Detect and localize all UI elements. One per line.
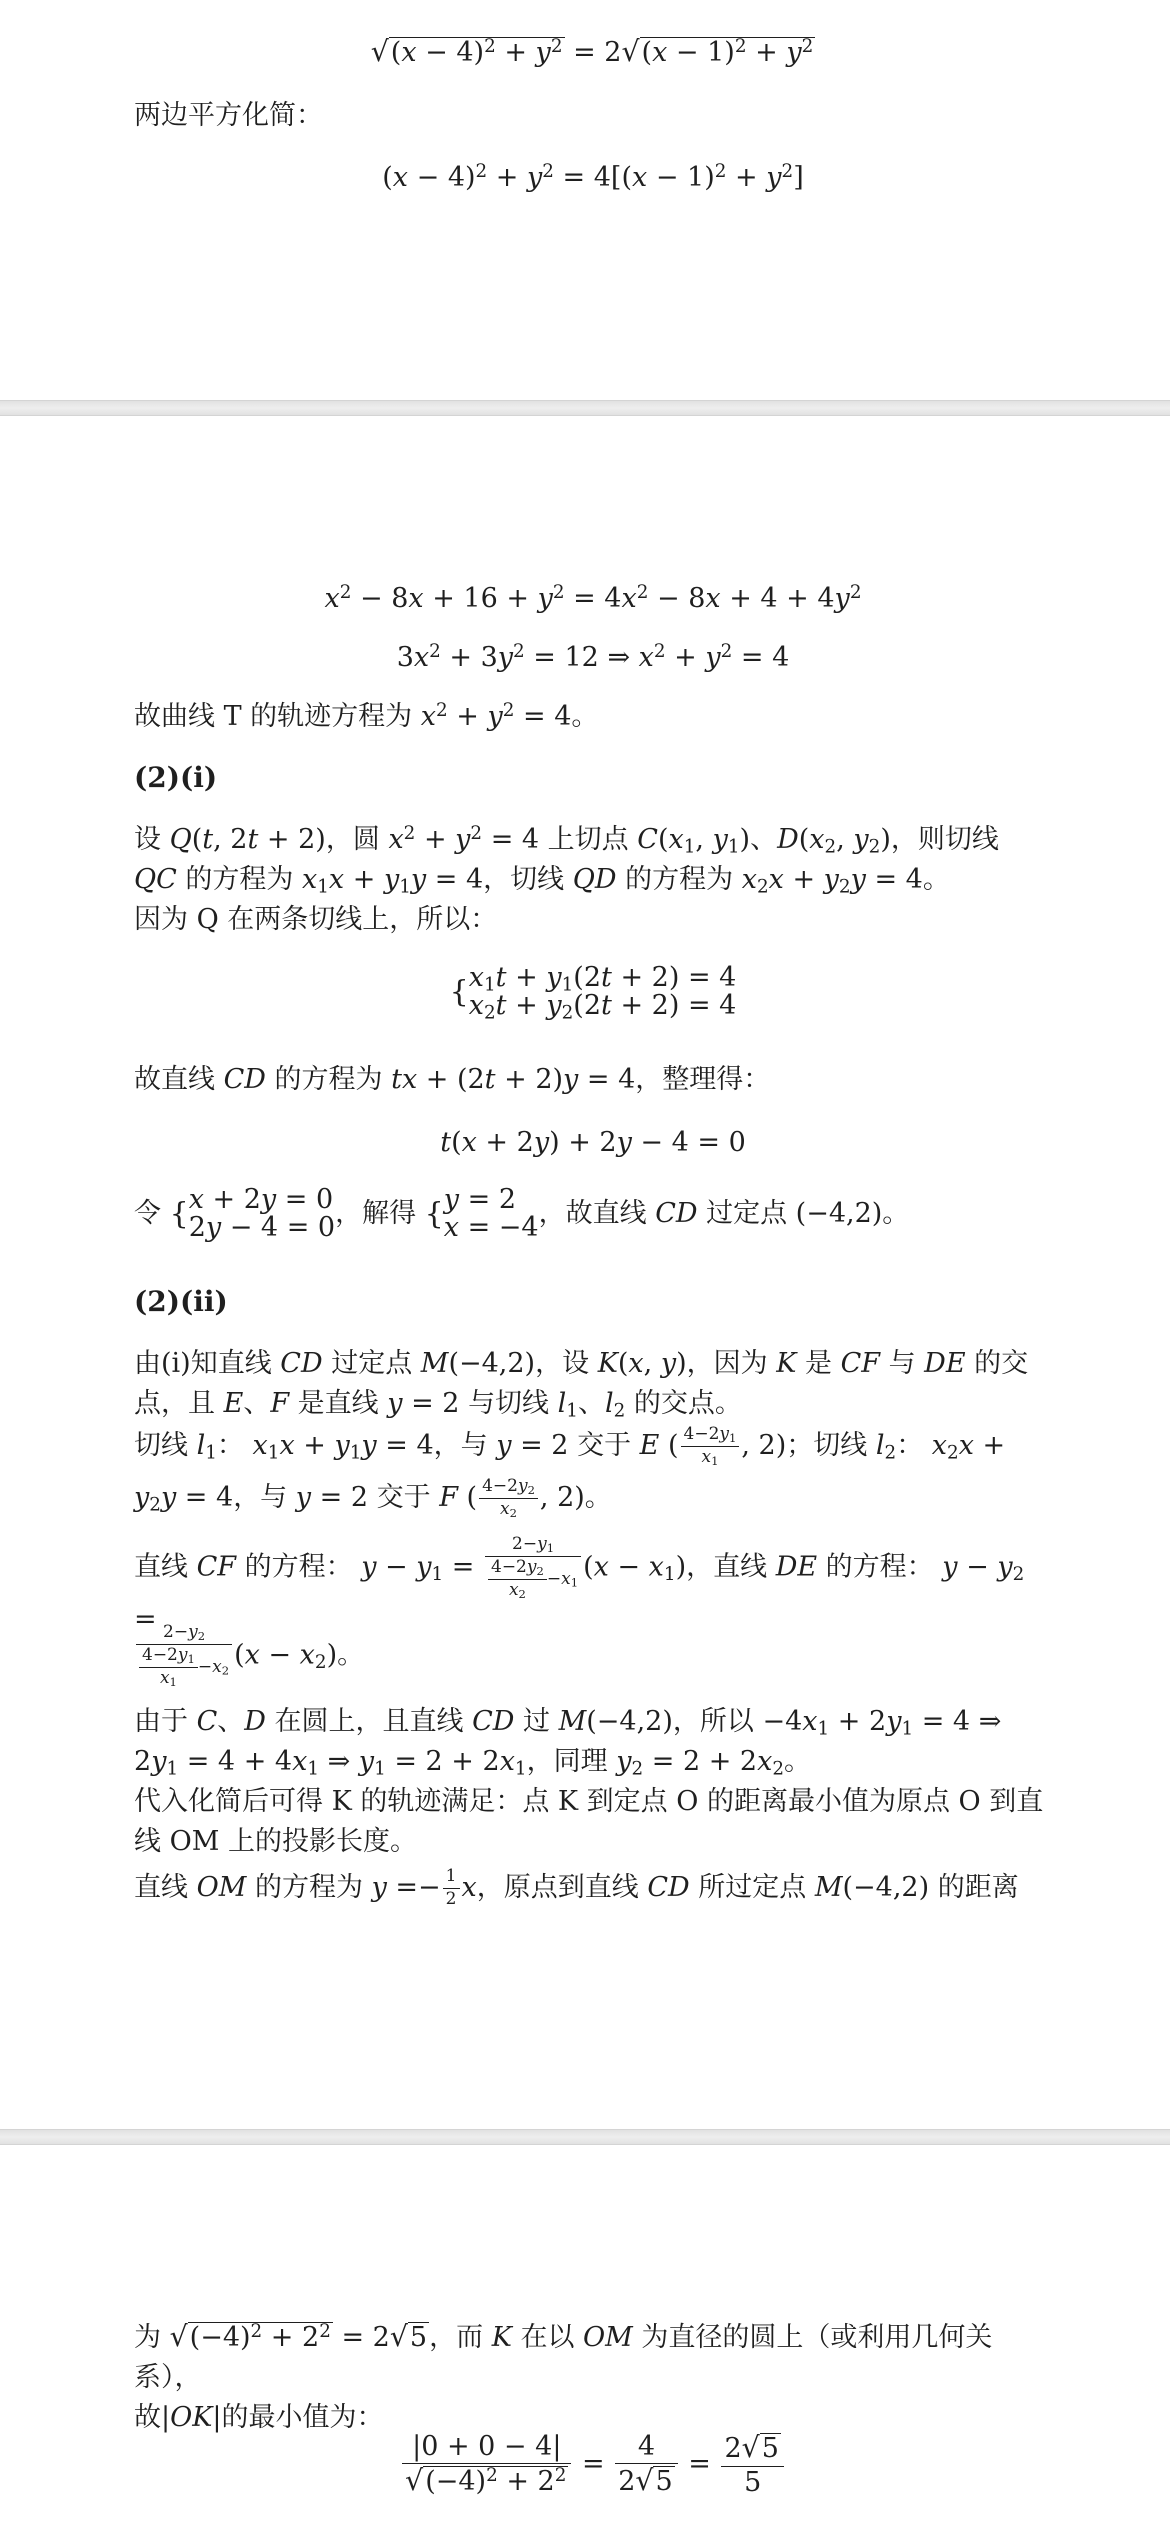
- paragraph-k-intersection: 由(i)知直线 CD 过定点 M(−4,2)，设 K(x, y)，因为 K 是 CF 与 DE 的交 点，且 E、F 是直线 y = 2 与切线 $l_1$、$l_2$ 的交点。: [134, 1348, 1029, 1422]
- line-cd-equation-text: 故直线 CD 的方程为 tx + (2t + 2)y = 4，整理得：: [134, 1064, 771, 1095]
- heading-2-i: (2)(i): [134, 761, 218, 794]
- page-2: [0, 416, 1170, 2129]
- paragraph-tangent-l1: 切线 $l_1$： $x_1x + y_1y = 4$，与 y = 2 交于 E ( $\frac{4-2y_1}{x_1}$ , 2)；切线 $l_2$： $x_2x$ +: [134, 1424, 1006, 1468]
- paragraph-line-om: 直线 OM 的方程为 y =− $\frac{1}{2}$ x，原点到直线 CD 所过定点 M(−4,2) 的距离: [134, 1866, 1019, 1909]
- paragraph-tangent-l2: $y_2y = 4$，与 y = 2 交于 F ( $\frac{4-2y_2}{x_2}$ , 2)。: [134, 1476, 612, 1520]
- paragraph-line-de: $2-y_2$ $\frac{4-2y_1}{x_1}$ $-x_2$ $(x - x_2)$。: [134, 1624, 1052, 1688]
- equation-squared: $(x - 4)^2 + y^2 = 4[(x - 1)^2 + y^2]$: [382, 160, 804, 193]
- equation-expanded: $x^2 - 8x + 16 + y^2 = 4x^2 - 8x + 4 + 4y^2$: [324, 581, 862, 614]
- equation-minimum-value: $\frac{|0 + 0 - 4|}{√(-4)^2 + 2^2}$ = $\frac{4}{2√5}$ = $\frac{2√5}{5}$: [134, 2433, 1052, 2497]
- paragraph-distance: 为 $√(-4)^2 + 2^2 = 2√5$，而 K 在以 OM 为直径的圆上（或利用几何关系）， 故|OK|的最小值为：: [134, 2320, 993, 2433]
- equation-simplified: $3x^2 + 3y^2 = 12$ ⇒ $x^2 + y^2 = 4$: [396, 640, 790, 673]
- page-separator: [0, 2129, 1170, 2145]
- paragraph-line-cf: 直线 CF 的方程： $y - y_1$ = $2-y_1$ $\frac{4-2y_2}{x_2}$ $-x_1$ $(x - x_1)$，直线 DE 的方程： $y - y_2$ =: [134, 1534, 1025, 1635]
- fixed-point-paragraph: 令 { x + 2y = 0 2y − 4 = 0 ，解得 { y = 2 x = −4 ，故直线 CD 过定点 (−4,2)。: [134, 1184, 910, 1244]
- equation-line-cd: t(x + 2y) + 2y − 4 = 0: [440, 1127, 746, 1158]
- paragraph-set-q: 设 Q(t, 2t + 2)，圆 $x^2 + y^2 = 4$ 上切点 $C(x_1$, $y_1$)、$D(x_2$, $y_2$)，则切线 QC 的方程为 $x_1x + y_1y = 4$，切线 QD 的方程为 $x_2x + y_2y = 4$。 因为 Q 在两条切线上，所以：: [134, 822, 999, 935]
- system-tangent-equations: { $x_1t + y_1(2t + 2) = 4$ $x_2t + y_2(2t + 2) = 4$: [449, 962, 737, 1024]
- page-3: [0, 2145, 1170, 2532]
- equation-distance-ratio: $√(x - 4)^2 + y^2 = 2√(x - 1)^2 + y^2$: [370, 35, 814, 68]
- paragraph-since-cd: 由于 C、D 在圆上，且直线 CD 过 M(−4,2)，所以 $-4x_1 + 2y_1 = 4$ ⇒ $2y_1 = 4 + 4x_1$ ⇒ $y_1 = 2 + 2x_1$，同理 $y_2 = 2 + 2x_2$。 代入化简后可得 K 的轨迹满足：点 K 到定点 O 的距离最小值为原点 O 到直 线 OM 上的投影长度。: [134, 1706, 1044, 1857]
- page-separator: [0, 400, 1170, 416]
- heading-2-ii: (2)(ii): [134, 1285, 228, 1318]
- page-1: [0, 0, 1170, 400]
- conclusion-curve-t: 故曲线 T 的轨迹方程为 $x^2 + y^2 = 4$。: [134, 699, 599, 732]
- step-label: 两边平方化简：: [134, 100, 323, 131]
